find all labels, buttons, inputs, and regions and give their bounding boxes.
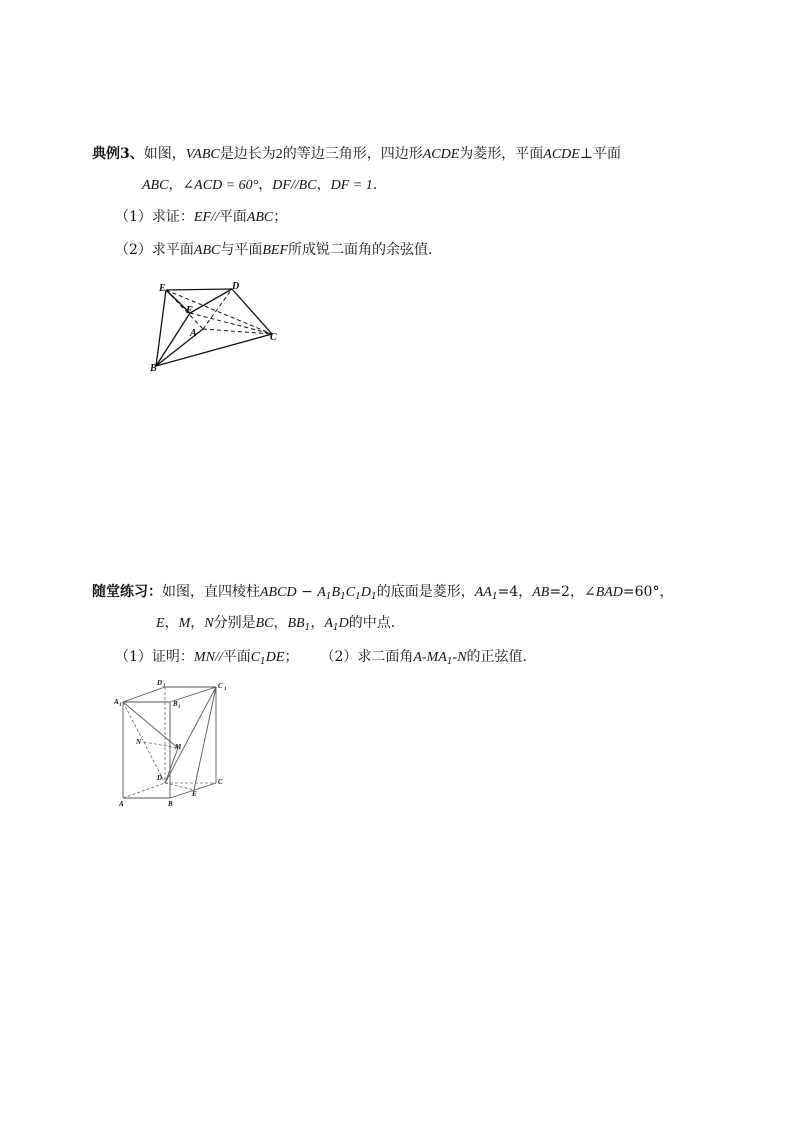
example3-question2: （2）求平面ABC与平面BEF所成锐二面角的余弦值. — [115, 242, 433, 258]
fig1-label-b: B — [150, 363, 157, 374]
fig2-label-d: D — [157, 774, 163, 782]
example3-line2: ABC，∠ACD = 60°，DF//BC，DF = 1. — [142, 177, 378, 193]
practice-line1: 随堂练习：如图，直四棱柱ABCD − $A_1B_1C_1D_1$的底面是菱形，$AA_1=4$，AB=2，∠BAD=60°， — [92, 584, 674, 602]
svg-text:1: 1 — [224, 687, 227, 692]
df-length: DF = 1 — [330, 178, 373, 193]
fig2-label-d1: D — [157, 679, 163, 687]
fig1-label-c: C — [270, 332, 277, 343]
fig2-label-a1: A — [114, 698, 119, 706]
fig2-label-m: M — [175, 743, 182, 751]
fig2-label-n: N — [136, 738, 142, 746]
fig2-label-b: B — [168, 800, 173, 808]
svg-text:1: 1 — [178, 705, 181, 710]
svg-text:1: 1 — [119, 703, 122, 708]
svg-text:1: 1 — [163, 684, 166, 689]
example3-label: 典例3、 — [92, 146, 144, 162]
practice-questions: （1）证明：MN//平面$C_1DE$； （2）求二面角$A-MA_1-N$的正弦值. — [115, 649, 527, 667]
fig1-label-d: D — [232, 281, 240, 292]
example3-figure — [140, 275, 290, 380]
fig2-label-b1: B — [173, 700, 178, 708]
fig2-label-c: C — [218, 778, 223, 786]
triangle-abc: VABC — [185, 147, 220, 162]
fig1-label-a: A — [190, 328, 197, 339]
practice-figure — [110, 676, 235, 808]
example3-line1: 典例3、如图，VABC是边长为2的等边三角形，四边形ACDE为菱形，平面ACDE⊥平面 — [92, 146, 622, 162]
fig2-label-c1: C — [218, 682, 223, 690]
example3-question1: （1）求证：EF//平面ABC； — [115, 209, 288, 225]
fig1-label-f: F — [186, 305, 193, 316]
fig2-label-e: E — [192, 790, 197, 798]
practice-label: 随堂练习： — [92, 584, 162, 600]
fig1-label-e: E — [159, 283, 166, 294]
df-parallel-bc: DF//BC — [272, 178, 317, 193]
fig2-label-a: A — [119, 800, 124, 808]
angle-acd: ∠ACD = 60° — [182, 178, 259, 193]
practice-line2: E，M，N分别是BC，$BB_1$，$A_1D$的中点. — [156, 615, 396, 633]
